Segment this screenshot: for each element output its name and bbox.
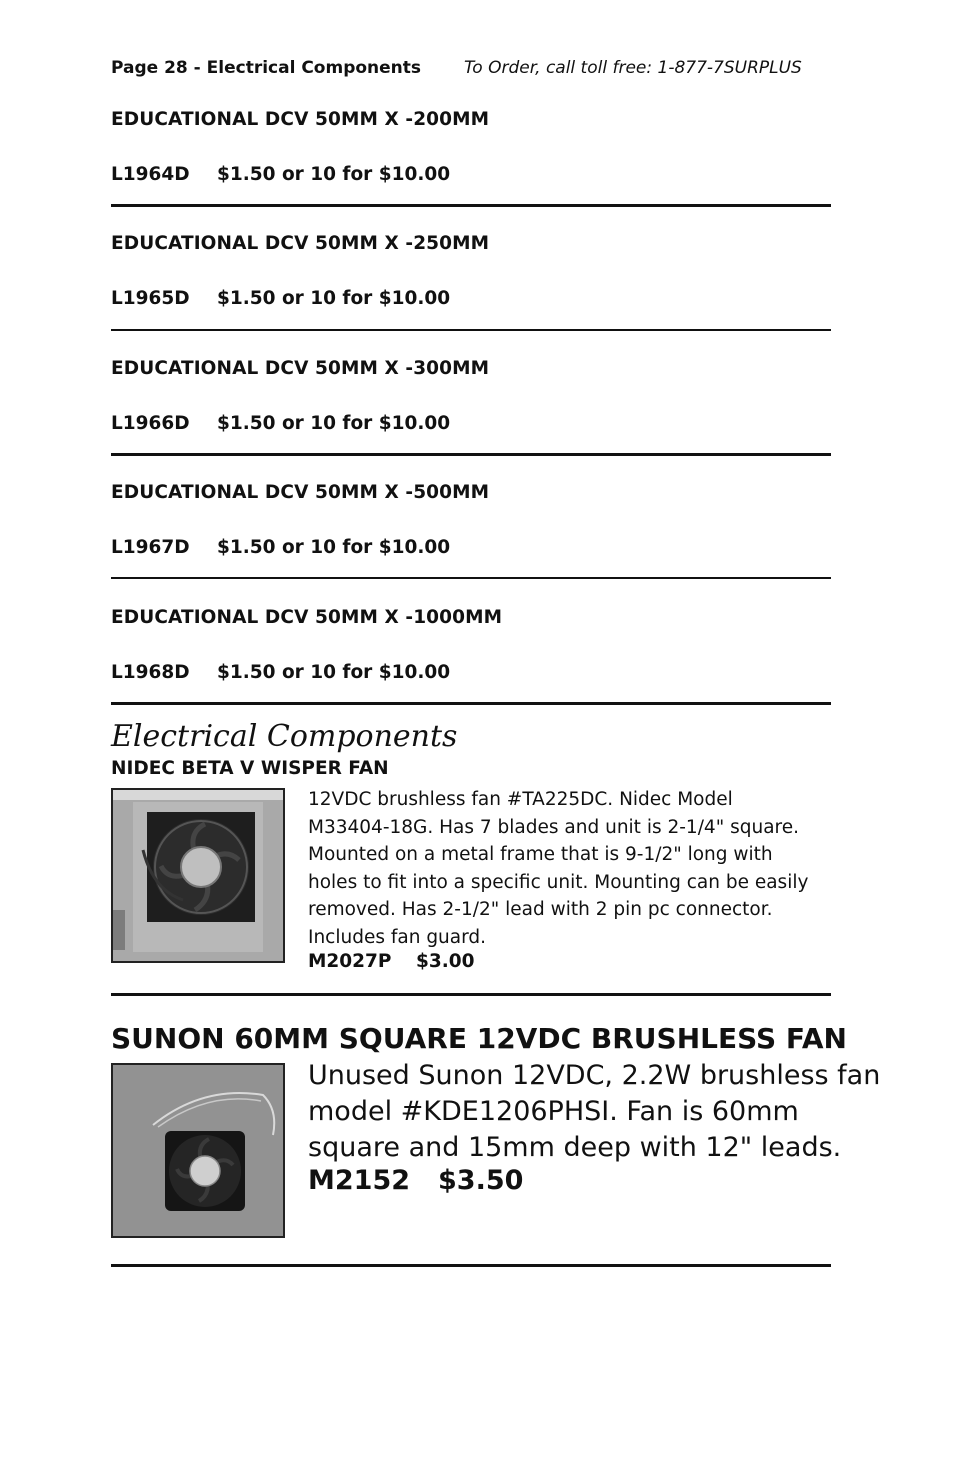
listing-price: $1.50 or 10 for $10.00 (217, 537, 451, 558)
product-description (308, 786, 848, 952)
divider (111, 1264, 831, 1267)
section-title: Electrical Components (111, 719, 458, 754)
description-line: square and 15mm deep with 12" leads. (308, 1132, 842, 1163)
page-header-title: Page 28 - Electrical Components (111, 58, 422, 78)
listing-title: EDUCATIONAL DCV 50MM X -200MM (111, 109, 490, 130)
listing-price: $1.50 or 10 for $10.00 (217, 288, 451, 309)
description-line: holes to fit into a specific unit. Mounting can be easily (308, 871, 809, 893)
listing-sku: L1966D (111, 413, 190, 434)
product-sku: M2027P (308, 951, 392, 972)
description-line: model #KDE1206PHSI. Fan is 60mm (308, 1096, 799, 1127)
listing-price: $1.50 or 10 for $10.00 (217, 413, 451, 434)
listing-price-line (111, 164, 450, 185)
description-line: Includes fan guard. (308, 926, 487, 948)
product-title: NIDEC BETA V WISPER FAN (111, 758, 389, 779)
divider (111, 577, 831, 579)
product-title: SUNON 60MM SQUARE 12VDC BRUSHLESS FAN (111, 1022, 847, 1055)
listing-title: EDUCATIONAL DCV 50MM X -1000MM (111, 607, 503, 628)
small-fan-photo (111, 1063, 285, 1238)
divider (111, 453, 831, 456)
description-line: 12VDC brushless fan #TA225DC. Nidec Model (308, 789, 733, 810)
description-line: removed. Has 2-1/2" lead with 2 pin pc connector. (308, 899, 773, 921)
description-line: Mounted on a metal frame that is 9-1/2" long with (308, 844, 773, 866)
listing-price: $1.50 or 10 for $10.00 (217, 164, 451, 185)
order-phone-line: To Order, call toll free: 1-877-7SURPLUS (464, 58, 802, 78)
listing-sku: L1964D (111, 164, 190, 185)
listing-price-line (111, 662, 450, 683)
description-line: Unused Sunon 12VDC, 2.2W brushless fan (308, 1060, 881, 1091)
fan-on-metal-frame-photo (111, 788, 285, 963)
listing-price-line (111, 413, 450, 434)
divider (111, 993, 831, 996)
fan-photo-graphic (113, 1065, 283, 1236)
product-description (308, 1058, 881, 1166)
listing-title: EDUCATIONAL DCV 50MM X -250MM (111, 233, 490, 254)
product-sku: M2152 (308, 1165, 411, 1196)
listing-title: EDUCATIONAL DCV 50MM X -300MM (111, 358, 490, 379)
listing-price-line (111, 288, 450, 309)
divider (111, 329, 831, 331)
product-price: $3.00 (416, 951, 475, 972)
divider (111, 204, 831, 207)
product-price-line (308, 951, 475, 972)
product-price-line (308, 1165, 523, 1196)
listing-price-line (111, 537, 450, 558)
listing-sku: L1967D (111, 537, 190, 558)
fan-photo-graphic (113, 790, 283, 961)
listing-sku: L1968D (111, 662, 190, 683)
divider (111, 702, 831, 705)
listing-price: $1.50 or 10 for $10.00 (217, 662, 451, 683)
product-price: $3.50 (438, 1165, 524, 1196)
listing-title: EDUCATIONAL DCV 50MM X -500MM (111, 482, 490, 503)
description-line: M33404-18G. Has 7 blades and unit is 2-1/4" square. (308, 816, 799, 838)
listing-sku: L1965D (111, 288, 190, 309)
